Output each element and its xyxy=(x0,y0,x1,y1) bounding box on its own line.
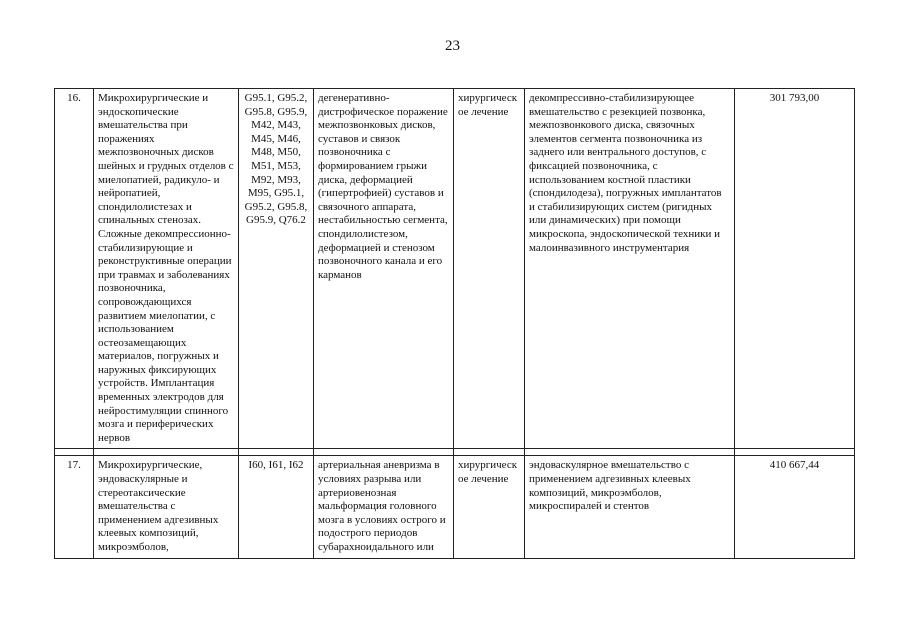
treatment-type-text: хирургическ ое лечение xyxy=(458,92,518,118)
table-row xyxy=(55,89,855,449)
row-spacer xyxy=(55,449,855,456)
patient-model-text: дегенеративно-дистрофическое поражение межпозвонковых дисков, суставов и связок позвоночника с формированием грыжи диска, деформацией (гипертрофией) суставов и связочного аппарата, нестабильностью сегмента, спондилолистезом, деформацией и стенозом позвоночного канала и его карманов xyxy=(318,92,448,281)
treatment-method-text: декомпрессивно-стабилизирующее вмешательство с резекцией позвонка, межпозвонкового диска, связочных элементов сегмента позвоночника из заднего или вентрального доступов, с фиксацией позвоночника, с использованием костной пластики (спондилодеза), погружных имплантатов и стабилизирующих систем (ригидных или динамических) при помощи микроскопа, эндоскопической техники и малоинвазивного инструментария xyxy=(529,92,722,254)
spacer-cell xyxy=(525,449,735,456)
row-number: 17. xyxy=(55,456,94,558)
intervention-name xyxy=(94,89,239,449)
treatment-method xyxy=(525,456,735,558)
patient-model-text: артериальная аневризма в условиях разрыва или артериовенозная мальформация головного мозга в условиях острого и подострого периодов субарахноидального или xyxy=(318,459,446,553)
treatment-type xyxy=(454,89,525,449)
treatment-type-text: хирургическ ое лечение xyxy=(458,459,518,486)
intervention-name-text: Микрохирургические, эндоваскулярные и стереотаксические вмешательства с применением адгезивных клеевых композиций, микроэмболов, xyxy=(98,459,219,553)
treatment-table xyxy=(54,88,855,559)
spacer-cell xyxy=(314,449,454,456)
intervention-name xyxy=(94,456,239,558)
icd-codes xyxy=(239,89,314,449)
treatment-type xyxy=(454,456,525,558)
icd-codes-text: G95.1, G95.2, G95.8, G95.9, M42, M43, M45, M46, M48, M50, M51, M53, M92, M93, M95, G95.1, G95.2, G95.8, G95.9, Q76.2 xyxy=(244,92,308,227)
price: 410 667,44 xyxy=(735,456,855,558)
spacer-cell xyxy=(735,449,855,456)
icd-codes xyxy=(239,456,314,558)
spacer-cell xyxy=(55,449,94,456)
patient-model xyxy=(314,89,454,449)
icd-codes-text: I60, I61, I62 xyxy=(248,459,304,472)
intervention-name-text: Микрохирургические и эндоскопические вмешательства при поражениях межпозвоночных дисков шейных и грудных отделов с миелопатией, радикуло- и нейропатией, спондилолистезах и спинальных стенозах. Сложные декомпрессионно-стабилизирующие и реконструктивные операции при травмах и заболеваниях позвоночника, сопровождающихся развитием миелопатии, с использованием остеозамещающих материалов, погружных и наружных фиксирующих устройств. Имплантация временных электродов для нейростимуляции спинного мозга и периферических нервов xyxy=(98,92,234,444)
spacer-cell xyxy=(454,449,525,456)
price: 301 793,00 xyxy=(735,89,855,449)
table-row xyxy=(55,456,855,558)
row-number: 16. xyxy=(55,89,94,449)
page-number: 23 xyxy=(445,38,460,54)
treatment-method-text: эндоваскулярное вмешательство с применением адгезивных клеевых композиций, микроэмболов, микроспиралей и стентов xyxy=(529,459,691,513)
patient-model xyxy=(314,456,454,558)
treatment-method xyxy=(525,89,735,449)
spacer-cell xyxy=(239,449,314,456)
spacer-cell xyxy=(94,449,239,456)
